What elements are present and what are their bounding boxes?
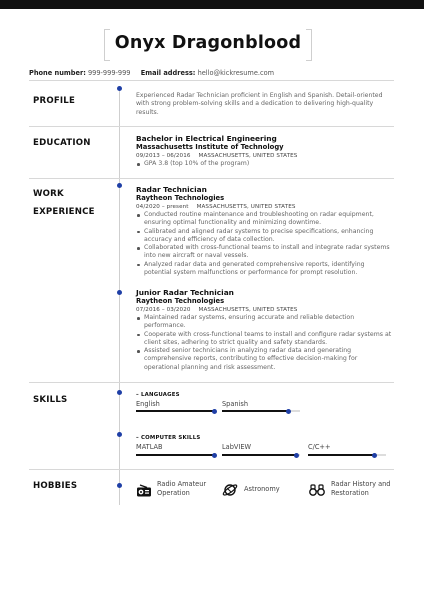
timeline-dot — [117, 432, 122, 437]
education-degree: Bachelor in Electrical Engineering — [136, 134, 277, 143]
job-location: MASSACHUSETTS, UNITED STATES — [196, 204, 296, 210]
job-dates: 04/2020 – present — [136, 204, 189, 210]
job-company: Raytheon Technologies — [136, 297, 225, 305]
skill-bar-knob — [212, 409, 217, 414]
skill-bar — [222, 410, 300, 412]
timeline-dot — [117, 86, 122, 91]
contact-line — [29, 69, 274, 77]
section-title-work-line1: WORK — [33, 189, 64, 199]
job-bullets — [136, 211, 392, 277]
education-school: Massachusetts Institute of Technology — [136, 143, 284, 151]
skill-bar-fill — [308, 454, 374, 456]
radio-icon — [136, 482, 152, 498]
list-item: Maintained radar systems, ensuring accurate and reliable detection performance. — [136, 314, 392, 331]
section-title-work — [33, 186, 95, 220]
hobby-label: Radio Amateur Operation — [157, 480, 207, 497]
education-dates: 09/2013 – 06/2016 — [136, 153, 191, 159]
skill-bar — [222, 454, 300, 456]
phone-value: 999-999-999 — [87, 69, 131, 77]
timeline-dot — [117, 483, 122, 488]
timeline-dot — [117, 290, 122, 295]
name-frame — [104, 29, 312, 59]
skill-bar — [136, 410, 214, 412]
job-title: Radar Technician — [136, 185, 207, 194]
job-company: Raytheon Technologies — [136, 194, 225, 202]
skill-bar-fill — [136, 410, 214, 412]
skill-name: English — [136, 400, 160, 408]
skill-name: LabVIEW — [222, 443, 252, 451]
email-value[interactable]: hello@kickresume.com — [197, 69, 275, 77]
candidate-name: Onyx Dragonblood — [114, 33, 302, 53]
skill-bar — [136, 454, 214, 456]
skill-bar-knob — [372, 453, 377, 458]
section-divider — [29, 126, 394, 127]
job-title: Junior Radar Technician — [136, 288, 234, 297]
job-bullets — [136, 314, 392, 372]
phone-label: Phone number: — [29, 69, 86, 77]
skill-bar-fill — [136, 454, 214, 456]
education-meta — [136, 153, 297, 159]
job-dates: 07/2016 – 03/2020 — [136, 307, 191, 313]
hobby-label: Radar History and Restoration — [331, 480, 391, 497]
job-meta — [136, 307, 297, 313]
skill-bar-knob — [294, 453, 299, 458]
header-divider — [29, 80, 394, 81]
list-item: Cooperate with cross-functional teams to install and configure radar systems at client sites, adhering to strict quality and safety standards. — [136, 331, 392, 348]
list-item: Collaborated with cross-functional teams to install and integrate radar systems into new aircraft or naval vessels. — [136, 244, 392, 261]
section-title-hobbies: HOBBIES — [33, 481, 78, 491]
skill-bar-knob — [212, 453, 217, 458]
timeline-dot — [117, 183, 122, 188]
section-divider — [29, 469, 394, 470]
job-location: MASSACHUSETTS, UNITED STATES — [198, 307, 298, 313]
section-title-education: EDUCATION — [33, 138, 91, 148]
section-title-work-line2: EXPERIENCE — [33, 207, 95, 217]
top-bar — [0, 0, 424, 9]
skills-languages-heading: – LANGUAGES — [136, 392, 180, 398]
job-meta — [136, 204, 295, 210]
skills-computer-heading: – COMPUTER SKILLS — [136, 435, 201, 441]
skill-name: Spanish — [222, 400, 249, 408]
profile-text: Experienced Radar Technician proficient in English and Spanish. Detail-oriented with strong problem-solving skills and a dedication to delivering high-quality results. — [136, 92, 383, 116]
education-location: MASSACHUSETTS, UNITED STATES — [198, 153, 298, 159]
section-divider — [29, 178, 394, 179]
skill-bar — [308, 454, 386, 456]
education-bullets — [136, 160, 392, 168]
skill-bar-fill — [222, 410, 288, 412]
hobby-label: Astronomy — [244, 485, 280, 493]
timeline-line — [119, 88, 120, 505]
section-divider — [29, 382, 394, 383]
list-item: Conducted routine maintenance and troubleshooting on radar equipment, ensuring optimal functionality and minimizing downtime. — [136, 211, 392, 228]
list-item: Analyzed radar data and generated comprehensive reports, identifying potential system malfunctions or performance for prompt resolution. — [136, 261, 392, 278]
skill-bar-fill — [222, 454, 296, 456]
email-label: Email address: — [140, 69, 196, 77]
planet-icon — [222, 482, 238, 498]
list-item: Assisted senior technicians in analyzing radar data and generating comprehensive reports, contributing to effective decision-making for operational planning and risk assessment. — [136, 347, 392, 372]
section-title-profile: PROFILE — [33, 96, 76, 106]
list-item: GPA 3.8 (top 10% of the program) — [136, 160, 392, 168]
section-title-skills: SKILLS — [33, 395, 68, 405]
timeline-dot — [117, 390, 122, 395]
skill-name: C/C++ — [308, 443, 331, 451]
skill-bar-knob — [286, 409, 291, 414]
binoculars-icon — [309, 482, 325, 498]
list-item: Calibrated and aligned radar systems to precise specifications, enhancing accuracy and efficiency of data collection. — [136, 228, 392, 245]
skill-name: MATLAB — [136, 443, 163, 451]
